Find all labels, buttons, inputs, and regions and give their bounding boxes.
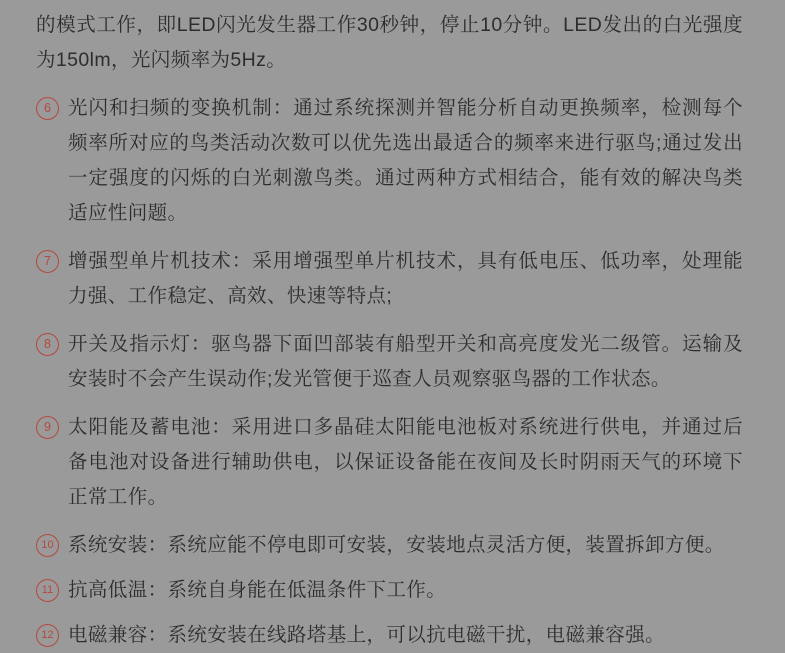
list-item xyxy=(36,410,743,515)
list-marker-9: 9 xyxy=(36,416,59,439)
list-marker-7: 7 xyxy=(36,250,59,273)
paragraph-text: 光闪和扫频的变换机制：通过系统探测并智能分析自动更换频率，检测每个频率所对应的鸟类活动次数可以优先选出最适合的频率来进行驱鸟;通过发出一定强度的闪烁的白光刺激鸟类。通过两种方式相结合，能有效的解决鸟类适应性问题。 xyxy=(68,97,743,224)
list-marker-11: 11 xyxy=(36,579,59,602)
list-marker-10: 10 xyxy=(36,534,59,557)
list-item xyxy=(36,618,743,653)
list-marker-6: 6 xyxy=(36,97,59,120)
list-item xyxy=(36,91,743,231)
paragraph-text: 太阳能及蓄电池：采用进口多晶硅太阳能电池板对系统进行供电，并通过后备电池对设备进行辅助供电，以保证设备能在夜间及长时阴雨天气的环境下正常工作。 xyxy=(68,416,743,508)
list-item xyxy=(36,573,743,608)
list-item xyxy=(36,528,743,563)
paragraph-text: 抗高低温：系统自身能在低温条件下工作。 xyxy=(68,579,447,601)
paragraph-text: 增强型单片机技术：采用增强型单片机技术，具有低电压、低功率，处理能力强、工作稳定、高效、快速等特点; xyxy=(68,250,743,307)
list-item xyxy=(36,327,743,397)
paragraph-text: 系统安装：系统应能不停电即可安装，安装地点灵活方便，装置拆卸方便。 xyxy=(68,534,725,556)
paragraph-continuation xyxy=(36,8,743,78)
list-marker-8: 8 xyxy=(36,333,59,356)
list-item xyxy=(36,244,743,314)
paragraph-text: 的模式工作，即LED闪光发生器工作30秒钟，停止10分钟。LED发出的白光强度为150lm，光闪频率为5Hz。 xyxy=(36,14,743,71)
paragraph-text: 开关及指示灯：驱鸟器下面凹部装有船型开关和高亮度发光二级管。运输及安装时不会产生误动作;发光管便于巡查人员观察驱鸟器的工作状态。 xyxy=(68,333,743,390)
list-marker-12: 12 xyxy=(36,624,59,647)
paragraph-text: 电磁兼容：系统安装在线路塔基上，可以抗电磁干扰，电磁兼容强。 xyxy=(68,624,666,646)
